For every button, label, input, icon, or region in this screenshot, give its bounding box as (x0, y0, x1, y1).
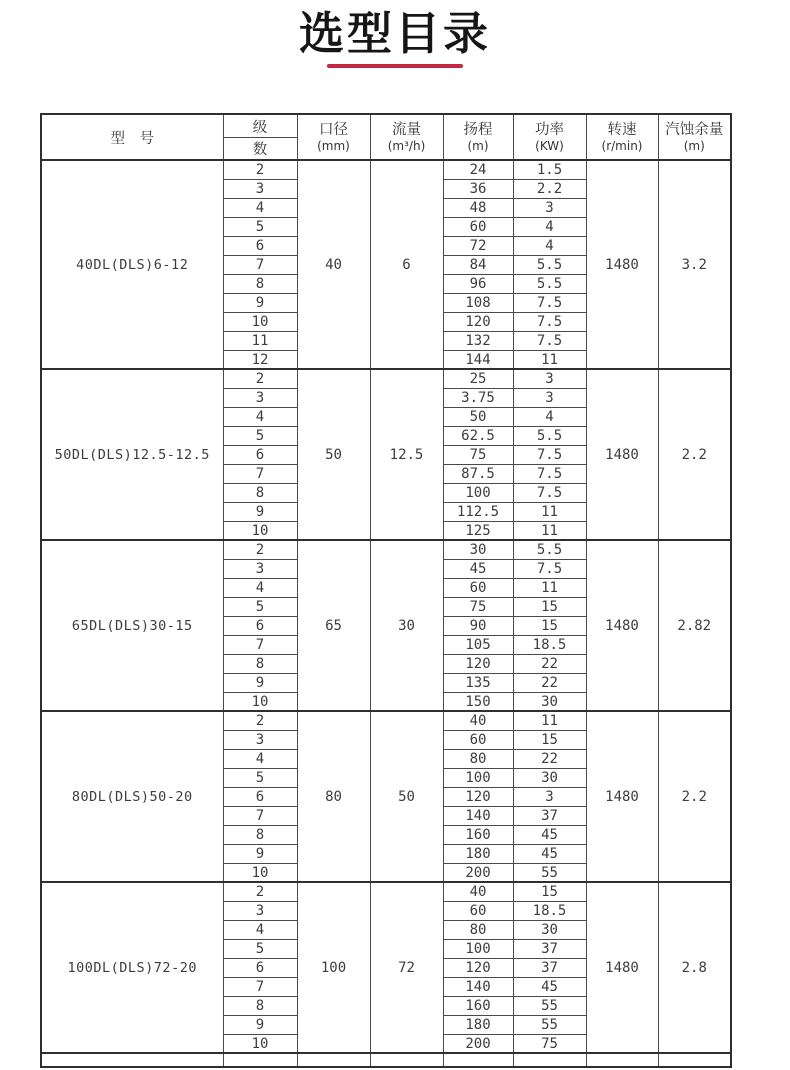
table-row (41, 369, 731, 388)
cell-stages: 7 (223, 464, 297, 483)
cell-stages: 8 (223, 825, 297, 844)
cell-model: 40DL(DLS)6-12 (41, 160, 223, 369)
cell-empty (297, 1053, 370, 1067)
cell-diameter: 80 (297, 711, 370, 882)
cell-stages: 8 (223, 483, 297, 502)
cell-stages: 5 (223, 597, 297, 616)
cell-power: 45 (513, 844, 586, 863)
cell-head: 100 (443, 483, 513, 502)
cell-stages: 3 (223, 730, 297, 749)
header-head-unit: (m) (467, 139, 489, 154)
header-flow-name: 流量 (392, 121, 421, 138)
cell-head: 24 (443, 160, 513, 179)
header-flow (370, 114, 443, 160)
cell-head: 25 (443, 369, 513, 388)
cell-power: 55 (513, 1015, 586, 1034)
cell-power: 7.5 (513, 293, 586, 312)
cell-power: 11 (513, 350, 586, 369)
cell-power: 7.5 (513, 464, 586, 483)
catalog-page (0, 6, 790, 1070)
cell-empty (586, 1053, 658, 1067)
header-speed (586, 114, 658, 160)
cell-head: 135 (443, 673, 513, 692)
cell-power: 11 (513, 521, 586, 540)
cell-stages: 7 (223, 806, 297, 825)
cell-npsh: 2.2 (658, 711, 731, 882)
header-npsh (658, 114, 731, 160)
header-model: 型 号 (41, 114, 223, 160)
title-underline (327, 64, 463, 68)
cell-power: 7.5 (513, 445, 586, 464)
cell-stages: 5 (223, 939, 297, 958)
header-npsh-unit: (m) (683, 139, 705, 154)
cell-power: 11 (513, 711, 586, 730)
cell-head: 50 (443, 407, 513, 426)
cell-power: 22 (513, 673, 586, 692)
cell-power: 30 (513, 920, 586, 939)
cell-speed: 1480 (586, 882, 658, 1053)
cell-head: 108 (443, 293, 513, 312)
cell-head: 160 (443, 996, 513, 1015)
cell-head: 90 (443, 616, 513, 635)
cell-stages: 9 (223, 844, 297, 863)
cell-head: 30 (443, 540, 513, 559)
cell-head: 80 (443, 920, 513, 939)
cell-flow: 30 (370, 540, 443, 711)
cell-power: 3 (513, 369, 586, 388)
cell-power: 15 (513, 597, 586, 616)
cell-npsh: 2.8 (658, 882, 731, 1053)
cell-stages: 10 (223, 863, 297, 882)
cell-head: 3.75 (443, 388, 513, 407)
cell-head: 100 (443, 768, 513, 787)
cell-power: 30 (513, 692, 586, 711)
cell-empty (443, 1053, 513, 1067)
cell-head: 180 (443, 844, 513, 863)
cell-empty (41, 1053, 223, 1067)
cell-power: 37 (513, 939, 586, 958)
cell-head: 100 (443, 939, 513, 958)
cell-stages: 9 (223, 673, 297, 692)
cell-head: 140 (443, 977, 513, 996)
cell-power: 45 (513, 977, 586, 996)
cell-power: 5.5 (513, 255, 586, 274)
cell-stages: 10 (223, 312, 297, 331)
cell-diameter: 40 (297, 160, 370, 369)
cell-speed: 1480 (586, 711, 658, 882)
cell-model: 50DL(DLS)12.5-12.5 (41, 369, 223, 540)
cell-model: 100DL(DLS)72-20 (41, 882, 223, 1053)
cell-power: 4 (513, 217, 586, 236)
cell-head: 45 (443, 559, 513, 578)
cell-stages: 3 (223, 901, 297, 920)
cell-head: 72 (443, 236, 513, 255)
cell-stages: 4 (223, 407, 297, 426)
cell-head: 200 (443, 863, 513, 882)
table-row (41, 882, 731, 901)
cell-stages: 9 (223, 502, 297, 521)
cell-stages: 4 (223, 920, 297, 939)
cell-head: 60 (443, 730, 513, 749)
header-diameter (297, 114, 370, 160)
table-row-partial (41, 1053, 731, 1067)
cell-power: 3 (513, 388, 586, 407)
cell-head: 160 (443, 825, 513, 844)
cell-flow: 50 (370, 711, 443, 882)
header-speed-unit: (r/min) (601, 139, 643, 154)
header-speed-name: 转速 (607, 121, 637, 138)
cell-power: 22 (513, 654, 586, 673)
cell-power: 37 (513, 958, 586, 977)
cell-head: 36 (443, 179, 513, 198)
cell-stages: 6 (223, 616, 297, 635)
cell-head: 40 (443, 711, 513, 730)
cell-power: 5.5 (513, 540, 586, 559)
cell-power: 4 (513, 236, 586, 255)
cell-model: 80DL(DLS)50-20 (41, 711, 223, 882)
cell-power: 5.5 (513, 274, 586, 293)
cell-head: 75 (443, 597, 513, 616)
cell-power: 30 (513, 768, 586, 787)
cell-speed: 1480 (586, 540, 658, 711)
cell-head: 120 (443, 958, 513, 977)
cell-head: 87.5 (443, 464, 513, 483)
cell-head: 96 (443, 274, 513, 293)
cell-power: 37 (513, 806, 586, 825)
cell-empty (370, 1053, 443, 1067)
cell-speed: 1480 (586, 160, 658, 369)
cell-flow: 6 (370, 160, 443, 369)
cell-head: 120 (443, 787, 513, 806)
cell-head: 60 (443, 578, 513, 597)
cell-power: 7.5 (513, 559, 586, 578)
cell-head: 140 (443, 806, 513, 825)
header-head-name: 扬程 (463, 121, 493, 138)
header-flow-unit: (m³/h) (387, 139, 426, 154)
header-diameter-name: 口径 (319, 121, 348, 138)
cell-stages: 2 (223, 369, 297, 388)
cell-head: 80 (443, 749, 513, 768)
cell-stages: 6 (223, 236, 297, 255)
cell-power: 4 (513, 407, 586, 426)
cell-stages: 9 (223, 293, 297, 312)
cell-head: 112.5 (443, 502, 513, 521)
cell-stages: 11 (223, 331, 297, 350)
cell-stages: 4 (223, 749, 297, 768)
cell-head: 144 (443, 350, 513, 369)
cell-head: 150 (443, 692, 513, 711)
cell-stages: 3 (223, 388, 297, 407)
cell-stages: 5 (223, 426, 297, 445)
cell-stages: 2 (223, 882, 297, 901)
cell-diameter: 50 (297, 369, 370, 540)
cell-power: 18.5 (513, 901, 586, 920)
cell-diameter: 65 (297, 540, 370, 711)
cell-power: 55 (513, 863, 586, 882)
cell-stages: 7 (223, 255, 297, 274)
cell-head: 40 (443, 882, 513, 901)
cell-stages: 9 (223, 1015, 297, 1034)
cell-head: 60 (443, 901, 513, 920)
cell-stages: 4 (223, 198, 297, 217)
cell-stages: 5 (223, 768, 297, 787)
cell-stages: 6 (223, 958, 297, 977)
cell-npsh: 3.2 (658, 160, 731, 369)
cell-head: 125 (443, 521, 513, 540)
cell-power: 1.5 (513, 160, 586, 179)
cell-diameter: 100 (297, 882, 370, 1053)
cell-stages: 10 (223, 692, 297, 711)
cell-head: 48 (443, 198, 513, 217)
cell-power: 55 (513, 996, 586, 1015)
cell-power: 22 (513, 749, 586, 768)
cell-empty (223, 1053, 297, 1067)
cell-stages: 3 (223, 179, 297, 198)
cell-speed: 1480 (586, 369, 658, 540)
cell-stages: 10 (223, 521, 297, 540)
cell-stages: 8 (223, 274, 297, 293)
cell-stages: 12 (223, 350, 297, 369)
cell-stages: 6 (223, 445, 297, 464)
cell-power: 75 (513, 1034, 586, 1053)
header-power (513, 114, 586, 160)
cell-stages: 3 (223, 559, 297, 578)
cell-head: 180 (443, 1015, 513, 1034)
header-npsh-name: 汽蚀余量 (665, 121, 724, 138)
cell-power: 3 (513, 787, 586, 806)
cell-stages: 2 (223, 160, 297, 179)
cell-flow: 12.5 (370, 369, 443, 540)
header-stages-bottom: 数 (223, 137, 297, 160)
cell-stages: 8 (223, 996, 297, 1015)
cell-head: 132 (443, 331, 513, 350)
cell-power: 7.5 (513, 312, 586, 331)
table-row (41, 711, 731, 730)
header-head (443, 114, 513, 160)
cell-power: 7.5 (513, 331, 586, 350)
cell-stages: 6 (223, 787, 297, 806)
cell-stages: 7 (223, 977, 297, 996)
cell-stages: 10 (223, 1034, 297, 1053)
cell-stages: 2 (223, 540, 297, 559)
header-power-name: 功率 (535, 121, 564, 138)
cell-npsh: 2.82 (658, 540, 731, 711)
cell-head: 60 (443, 217, 513, 236)
cell-stages: 7 (223, 635, 297, 654)
cell-power: 7.5 (513, 483, 586, 502)
cell-power: 11 (513, 502, 586, 521)
header-diameter-unit: (mm) (317, 139, 350, 154)
cell-power: 5.5 (513, 426, 586, 445)
cell-head: 200 (443, 1034, 513, 1053)
cell-power: 2.2 (513, 179, 586, 198)
cell-flow: 72 (370, 882, 443, 1053)
cell-head: 75 (443, 445, 513, 464)
table-row (41, 540, 731, 559)
cell-power: 11 (513, 578, 586, 597)
cell-power: 3 (513, 198, 586, 217)
cell-power: 18.5 (513, 635, 586, 654)
cell-stages: 8 (223, 654, 297, 673)
cell-head: 120 (443, 654, 513, 673)
cell-head: 120 (443, 312, 513, 331)
cell-power: 15 (513, 882, 586, 901)
cell-head: 62.5 (443, 426, 513, 445)
header-stages-top: 级 (223, 114, 297, 137)
cell-head: 105 (443, 635, 513, 654)
pump-selection-table (40, 113, 732, 1068)
header-power-unit: (KW) (535, 139, 564, 154)
cell-empty (513, 1053, 586, 1067)
cell-power: 45 (513, 825, 586, 844)
cell-head: 84 (443, 255, 513, 274)
cell-empty (658, 1053, 731, 1067)
page-title: 选型目录 (298, 7, 491, 60)
cell-stages: 5 (223, 217, 297, 236)
cell-model: 65DL(DLS)30-15 (41, 540, 223, 711)
cell-stages: 4 (223, 578, 297, 597)
table-row (41, 160, 731, 179)
cell-power: 15 (513, 616, 586, 635)
cell-power: 15 (513, 730, 586, 749)
cell-stages: 2 (223, 711, 297, 730)
cell-npsh: 2.2 (658, 369, 731, 540)
